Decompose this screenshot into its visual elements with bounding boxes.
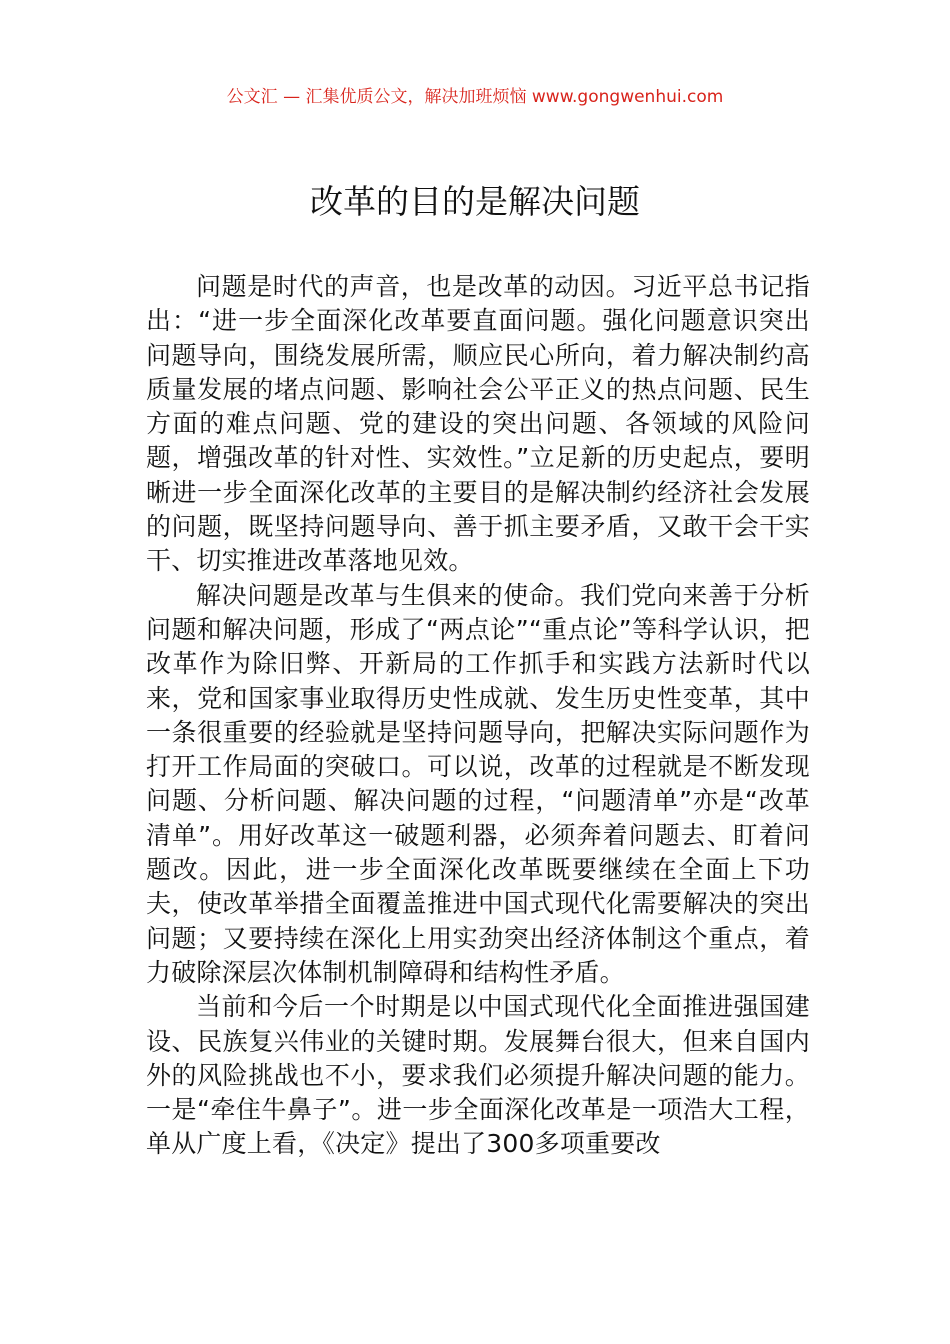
- body-paragraph-2: 解决问题是改革与生俱来的使命。我们党向来善于分析问题和解决问题，形成了“两点论”“重点论”等科学认识，把改革作为除旧弊、开新局的工作抓手和实践方法新时代以来，党和国家事业取得历史性成就、发生历史性变革，其中一条很重要的经验就是坚持问题导向，把解决实际问题作为打开工作局面的突破口。可以说，改革的过程就是不断发现问题、分析问题、解决问题的过程，“问题清单”亦是“改革清单”。用好改革这一破题利器，必须奔着问题去、盯着问题改。因此，进一步全面深化改革既要继续在全面上下功夫，使改革举措全面覆盖推进中国式现代化需要解决的突出问题；又要持续在深化上用实劲突出经济体制这个重点，着力破除深层次体制机制障碍和结构性矛盾。: [146, 580, 810, 987]
- site-header-banner: 公文汇 — 汇集优质公文，解决加班烦恼 www.gongwenhui.com: [226, 87, 724, 107]
- body-paragraph-1: 问题是时代的声音，也是改革的动因。习近平总书记指出：“进一步全面深化改革要直面问题。强化问题意识突出问题导向，围绕发展所需，顺应民心所向，着力解决制约高质量发展的堵点问题、影响社会公平正义的热点问题、民生方面的难点问题、党的建设的突出问题、各领域的风险问题，增强改革的针对性、实效性。”立足新的历史起点，要明晰进一步全面深化改革的主要目的是解决制约经济社会发展的问题，既坚持问题导向、善于抓主要矛盾，又敢干会干实干、切实推进改革落地见效。: [146, 272, 810, 576]
- body-paragraph-3: 当前和今后一个时期是以中国式现代化全面推进强国建设、民族复兴伟业的关键时期。发展舞台很大，但来自国内外的风险挑战也不小，要求我们必须提升解决问题的能力。一是“牵住牛鼻子”。进一步全面深化改革是一项浩大工程，单从广度上看，《决定》提出了300多项重要改: [146, 992, 810, 1159]
- document-body: [146, 270, 810, 1162]
- document-title: 改革的目的是解决问题: [310, 182, 640, 221]
